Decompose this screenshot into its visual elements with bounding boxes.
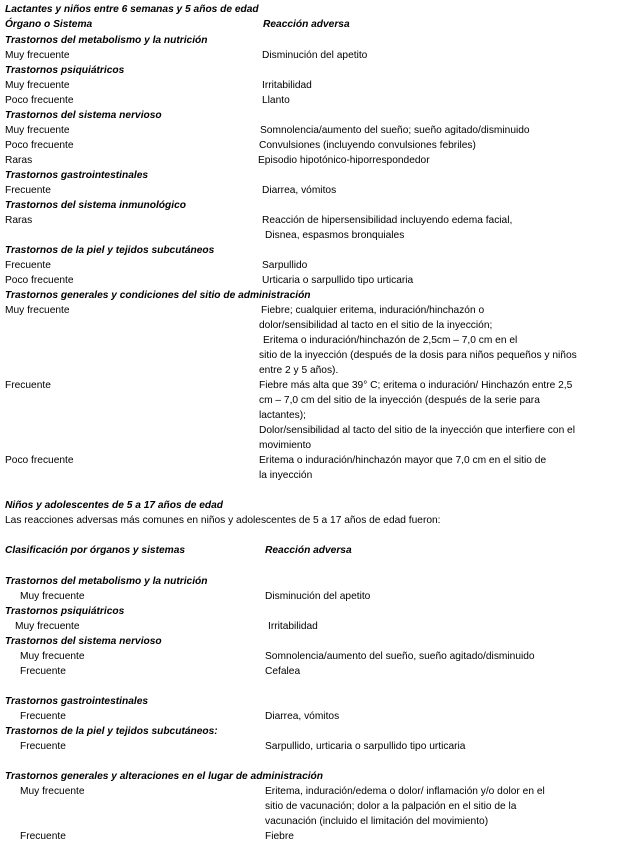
reaction: Llanto <box>262 95 290 106</box>
category-header: Trastornos del sistema nervioso <box>5 636 162 647</box>
category-header: Trastornos gastrointestinales <box>5 170 149 181</box>
reaction: Disnea, espasmos bronquiales <box>265 230 405 241</box>
table-row-continuation: movimiento <box>259 440 312 451</box>
section1-column-headers <box>0 17 639 32</box>
reaction: Irritabilidad <box>262 80 312 91</box>
frequency: Frecuente <box>5 185 51 196</box>
frequency: Frecuente <box>20 831 66 842</box>
reaction: Sarpullido <box>262 260 308 271</box>
section2-column-headers <box>0 543 639 558</box>
table-row <box>0 709 639 724</box>
frequency: Poco frecuente <box>5 140 74 151</box>
category-header: Trastornos del sistema inmunológico <box>5 200 186 211</box>
frequency: Frecuente <box>5 380 51 391</box>
col-header-organ: Órgano o Sistema <box>5 19 93 30</box>
category-header: Trastornos de la piel y tejidos subcutáneos: <box>5 726 218 737</box>
reaction: Somnolencia/aumento del sueño; sueño agitado/disminuido <box>260 125 530 136</box>
frequency: Frecuente <box>20 711 66 722</box>
category-header: Trastornos generales y alteraciones en el lugar de administración <box>5 771 324 782</box>
table-row <box>0 784 639 799</box>
table-row-continuation: sitio de la inyección (después de la dosis para niños pequeños y niños <box>259 350 577 361</box>
reaction: Convulsiones (incluyendo convulsiones febriles) <box>259 140 476 151</box>
section2-intro <box>0 513 639 528</box>
frequency: Muy frecuente <box>5 50 70 61</box>
section1-title <box>0 2 639 17</box>
category-header: Trastornos del metabolismo y la nutrición <box>5 576 208 587</box>
reaction: Eritema, induración/edema o dolor/ inflamación y/o dolor en el <box>265 786 545 797</box>
frequency: Frecuente <box>5 260 51 271</box>
category-header: Trastornos del sistema nervioso <box>5 110 162 121</box>
intro-text: Las reacciones adversas más comunes en niños y adolescentes de 5 a 17 años de edad fueron: <box>5 515 441 526</box>
table-row <box>0 78 639 93</box>
reaction: Urticaria o sarpullido tipo urticaria <box>262 275 414 286</box>
reaction: Fiebre <box>265 831 294 842</box>
table-row <box>0 739 639 754</box>
category-header: Trastornos generales y condiciones del sitio de administración <box>5 290 311 301</box>
frequency: Muy frecuente <box>5 305 70 316</box>
frequency: Muy frecuente <box>15 621 80 632</box>
category-header: Trastornos de la piel y tejidos subcutáneos <box>5 245 215 256</box>
table-row <box>0 589 639 604</box>
table-row-continuation: la inyección <box>259 470 313 481</box>
reaction: Somnolencia/aumento del sueño, sueño agitado/disminuido <box>265 651 535 662</box>
frequency: Poco frecuente <box>5 95 74 106</box>
reaction: Eritema o induración/hinchazón mayor que 7,0 cm en el sitio de <box>259 455 547 466</box>
table-row <box>0 273 639 288</box>
table-row <box>0 93 639 108</box>
table-row <box>0 829 639 844</box>
section2-title <box>0 498 639 513</box>
section2-title-text: Niños y adolescentes de 5 a 17 años de edad <box>5 500 223 511</box>
frequency: Muy frecuente <box>5 125 70 136</box>
frequency: Muy frecuente <box>20 591 85 602</box>
table-row-continuation: Eritema o induración/hinchazón de 2,5cm – 7,0 cm en el <box>263 335 518 346</box>
frequency: Raras <box>5 155 33 166</box>
reaction: Disminución del apetito <box>265 591 371 602</box>
frequency: Raras <box>5 215 33 226</box>
frequency: Frecuente <box>20 666 66 677</box>
table-row-continuation: dolor/sensibilidad al tacto en el sitio de la inyección; <box>259 320 493 331</box>
category-header: Trastornos psiquiátricos <box>5 606 125 617</box>
table-row-continuation: Dolor/sensibilidad al tacto del sitio de la inyección que interfiere con el <box>259 425 575 436</box>
frequency: Muy frecuente <box>20 651 85 662</box>
table-row-continuation <box>0 228 639 243</box>
table-row-continuation: cm – 7,0 cm del sitio de la inyección (después de la serie para <box>259 395 540 406</box>
frequency: Poco frecuente <box>5 275 74 286</box>
table-row-continuation: entre 2 y 5 años). <box>259 365 339 376</box>
table-row <box>0 378 639 393</box>
table-row <box>0 664 639 679</box>
table-row-continuation: sitio de vacunación; dolor a la palpación en el sitio de la <box>265 801 517 812</box>
frequency: Muy frecuente <box>20 786 85 797</box>
table-row <box>0 48 639 63</box>
table-row <box>0 258 639 273</box>
category-header: Trastornos gastrointestinales <box>5 696 149 707</box>
table-row-continuation: vacunación (incluido el limitación del movimiento) <box>265 816 489 827</box>
table-row <box>0 649 639 664</box>
reaction: Fiebre más alta que 39° C; eritema o induración/ Hinchazón entre 2,5 <box>259 380 573 391</box>
reaction: Episodio hipotónico-hiporrespondedor <box>258 155 430 166</box>
reaction: Diarrea, vómitos <box>262 185 337 196</box>
table-row <box>0 153 639 168</box>
frequency: Poco frecuente <box>5 455 74 466</box>
col-header-reaction: Reacción adversa <box>265 545 352 556</box>
table-row <box>0 303 639 318</box>
section1-title-text: Lactantes y niños entre 6 semanas y 5 años de edad <box>5 4 259 15</box>
reaction: Sarpullido, urticaria o sarpullido tipo urticaria <box>265 741 466 752</box>
reaction: Cefalea <box>265 666 301 677</box>
frequency: Frecuente <box>20 741 66 752</box>
category-header: Trastornos del metabolismo y la nutrición <box>5 35 208 46</box>
col-header-classification: Clasificación por órganos y sistemas <box>5 545 186 556</box>
reaction: Irritabilidad <box>268 621 318 632</box>
reaction: Fiebre; cualquier eritema, induración/hinchazón o <box>261 305 485 316</box>
table-row <box>0 123 639 138</box>
frequency: Muy frecuente <box>5 80 70 91</box>
reaction: Disminución del apetito <box>262 50 368 61</box>
table-row <box>0 183 639 198</box>
reaction: Diarrea, vómitos <box>265 711 340 722</box>
table-row <box>0 619 639 634</box>
table-row <box>0 138 639 153</box>
reaction: Reacción de hipersensibilidad incluyendo edema facial, <box>262 215 513 226</box>
col-header-reaction: Reacción adversa <box>263 19 350 30</box>
table-row <box>0 213 639 228</box>
category-header: Trastornos psiquiátricos <box>5 65 125 76</box>
table-row-continuation: lactantes); <box>259 410 306 421</box>
table-row <box>0 453 639 468</box>
